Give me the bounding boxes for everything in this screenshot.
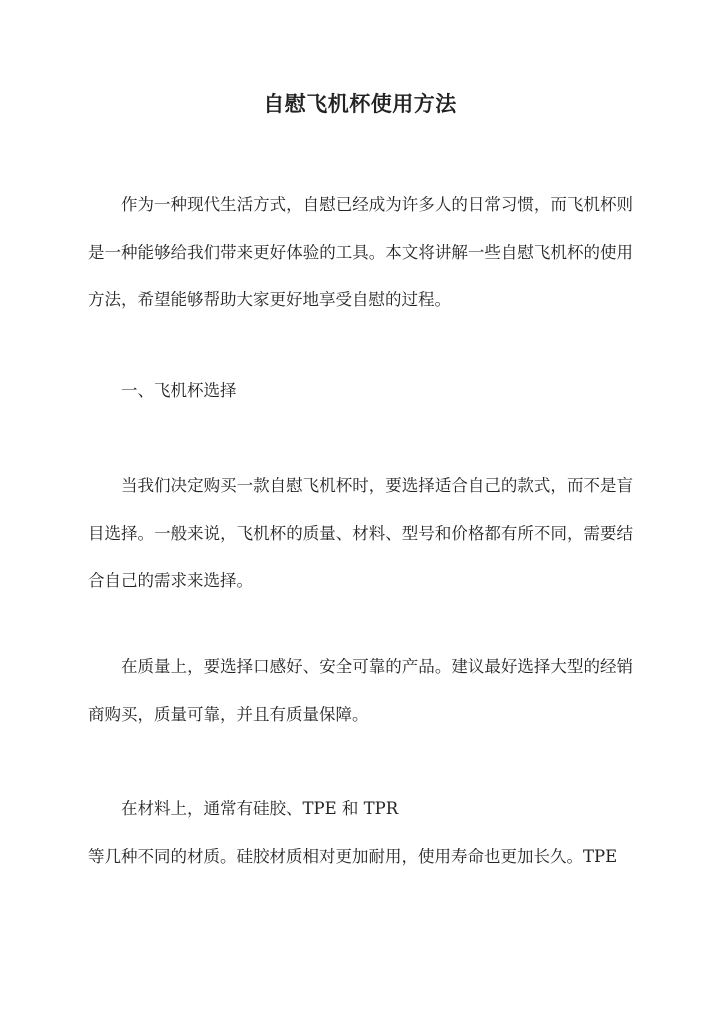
selection-paragraph: 当我们决定购买一款自慰飞机杯时，要选择适合自己的款式，而不是盲目选择。一般来说，飞机杯的质量、材料、型号和价格都有所不同，需要结合自己的需求来选择。 — [88, 476, 633, 590]
quality-paragraph: 在质量上，要选择口感好、安全可靠的产品。建议最好选择大型的经销商购买，质量可靠，并且有质量保障。 — [88, 657, 633, 724]
material-paragraph-line-2: 等几种不同的材质。硅胶材质相对更加耐用，使用寿命也更加长久。TPE — [88, 847, 618, 866]
intro-paragraph: 作为一种现代生活方式，自慰已经成为许多人的日常习惯，而飞机杯则是一种能够给我们带来更好体验的工具。本文将讲解一些自慰飞机杯的使用方法，希望能够帮助大家更好地享受自慰的过程。 — [88, 195, 633, 309]
section-heading: 一、飞机杯选择 — [121, 381, 237, 400]
material-paragraph-line-1: 在材料上，通常有硅胶、TPE 和 TPR — [121, 799, 399, 818]
document-title: 自慰飞机杯使用方法 — [263, 91, 457, 116]
